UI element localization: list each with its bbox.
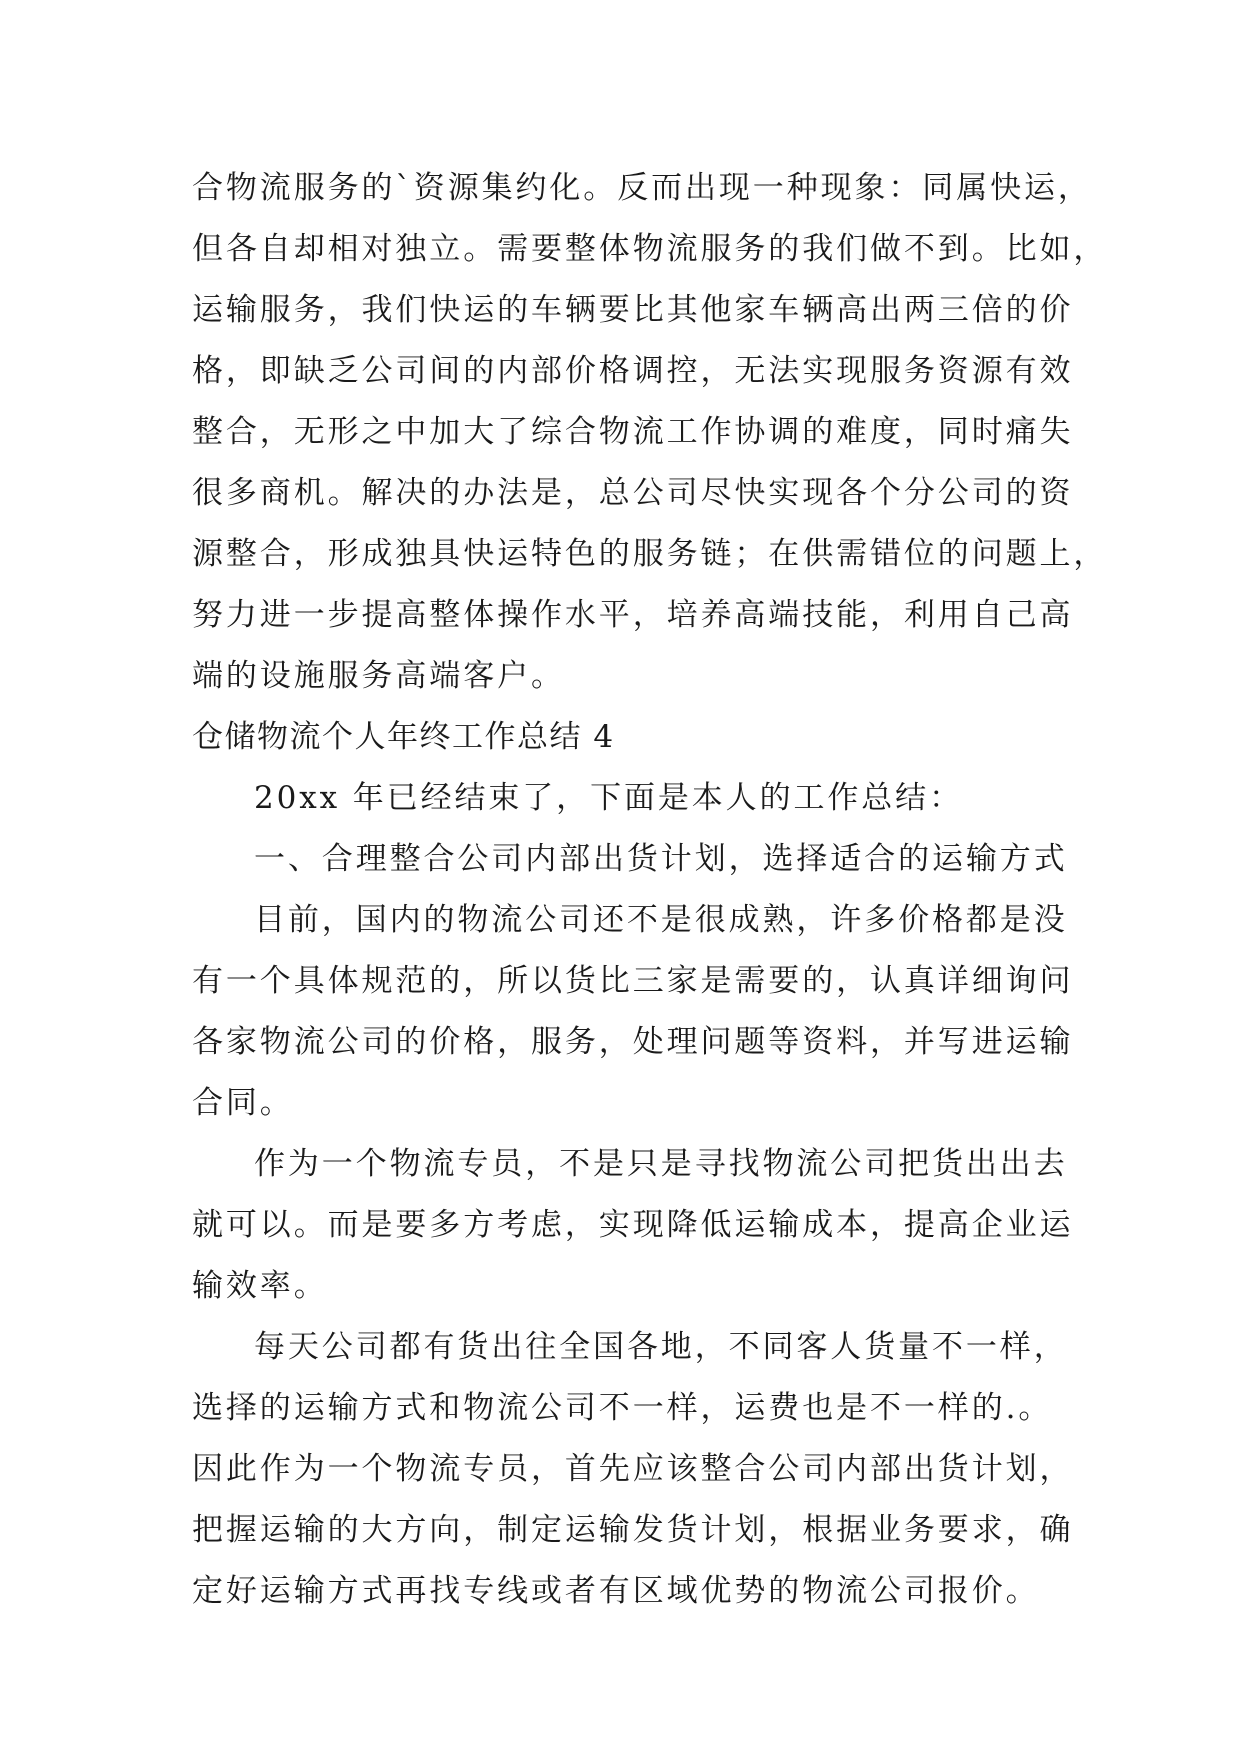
text-line: 运输服务，我们快运的车辆要比其他家车辆高出两三倍的价 xyxy=(192,292,1074,328)
text-line: 合物流服务的`资源集约化。反而出现一种现象：同属快运， xyxy=(192,170,1092,206)
text-line: 努力进一步提高整体操作水平，培养高端技能，利用自己高 xyxy=(192,597,1074,633)
document-body xyxy=(192,158,1108,1622)
text-line: 输效率。 xyxy=(192,1268,328,1304)
text-line: 但各自却相对独立。需要整体物流服务的我们做不到。比如， xyxy=(192,231,1108,267)
text-line: 20xx 年已经结束了，下面是本人的工作总结： xyxy=(254,780,963,816)
text-line: 把握运输的大方向，制定运输发货计划，根据业务要求，确 xyxy=(192,1512,1074,1548)
text-line: 选择的运输方式和物流公司不一样，运费也是不一样的.。 xyxy=(192,1390,1053,1426)
text-line: 各家物流公司的价格，服务，处理问题等资料，并写进运输 xyxy=(192,1024,1074,1060)
text-line: 作为一个物流专员，不是只是寻找物流公司把货出出去 xyxy=(254,1146,1068,1182)
text-line: 定好运输方式再找专线或者有区域优势的物流公司报价。 xyxy=(192,1573,1040,1609)
text-line: 端的设施服务高端客户。 xyxy=(192,658,565,694)
text-line: 合同。 xyxy=(192,1085,294,1121)
text-line: 因此作为一个物流专员，首先应该整合公司内部出货计划， xyxy=(192,1451,1074,1487)
text-line: 源整合，形成独具快运特色的服务链；在供需错位的问题上， xyxy=(192,536,1108,572)
subsection-heading: 一、合理整合公司内部出货计划，选择适合的运输方式 xyxy=(254,841,1068,877)
section-heading: 仓储物流个人年终工作总结 4 xyxy=(192,719,615,755)
text-line: 格，即缺乏公司间的内部价格调控，无法实现服务资源有效 xyxy=(192,353,1074,389)
text-line: 整合，无形之中加大了综合物流工作协调的难度，同时痛失 xyxy=(192,414,1074,450)
text-line: 很多商机。解决的办法是，总公司尽快实现各个分公司的资 xyxy=(192,475,1074,511)
text-line: 目前，国内的物流公司还不是很成熟，许多价格都是没 xyxy=(254,902,1068,938)
text-line: 有一个具体规范的，所以货比三家是需要的，认真详细询问 xyxy=(192,963,1074,999)
text-line: 就可以。而是要多方考虑，实现降低运输成本，提高企业运 xyxy=(192,1207,1074,1243)
text-line: 每天公司都有货出往全国各地，不同客人货量不一样， xyxy=(254,1329,1068,1365)
